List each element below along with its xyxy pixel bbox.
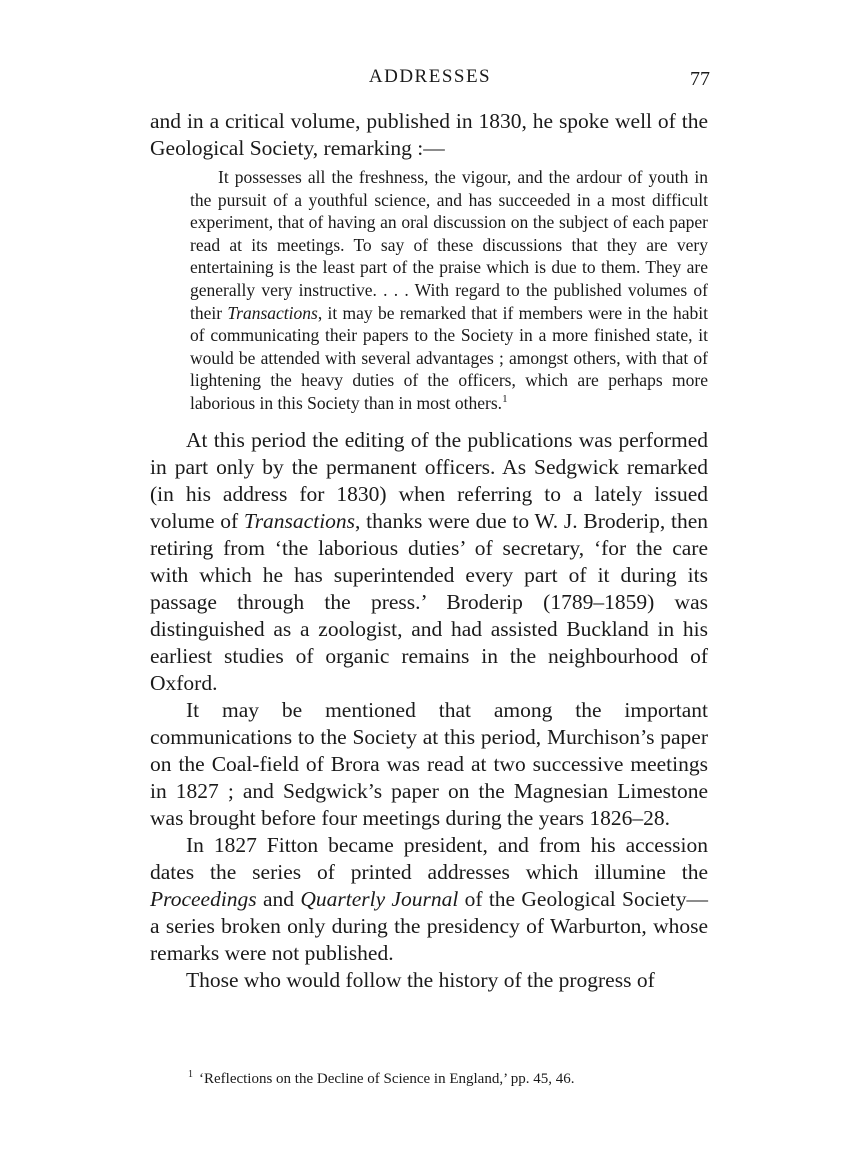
quote-paragraph <box>190 166 708 415</box>
paragraph-editing-end: , thanks were due to W. J. Broderip, then retiring from ‘the laborious duties’ of secretary, ‘for the care with which he has superintended every part of it during its passage through the press.’ Broderip (1789–1859) was distinguished as a zoologist, and had assisted Buckland in his earliest studies of organic remains in the neighbourhood of Oxford. <box>150 508 708 695</box>
paragraph-fitton-start: In 1827 Fitton became president, and from his accession dates the series of printed addresses which illumine the <box>150 832 708 884</box>
italic-quarterly-journal: Quarterly Journal <box>300 886 459 911</box>
block-quote <box>190 166 708 415</box>
paragraph-fitton <box>150 832 708 967</box>
footnote-mark: 1 <box>188 1069 193 1080</box>
paragraph-editing-start: At this period the editing of the publications was performed in part only by the permanent officers. As Sedgwick remarked (in his address for 1830) when referring to a lately issued volume of <box>150 427 708 533</box>
page-number: 77 <box>690 68 710 90</box>
paragraph-communications: It may be mentioned that among the important communications to the Society at this period, Murchison’s paper on the Coal-field of Brora was read at two successive meetings in 1827 ; and Sedgwick’s paper on the Magnesian Limestone was brought before four meetings during the years 1826–28. <box>150 697 708 830</box>
italic-proceedings: Proceedings <box>150 886 257 911</box>
paragraph-editing-italic: Transactions <box>243 508 356 533</box>
paragraph-fitton-and: and <box>256 886 301 911</box>
paragraph-fitton-end: of the Geological Society—a series broken only during the presidency of Warburton, whose remarks were not published. <box>150 886 708 965</box>
footnote-reference: 1 <box>502 393 508 406</box>
footnote-text: ‘Reflections on the Decline of Science in England,’ pp. 45, 46. <box>199 1071 575 1087</box>
quote-text-start: It possesses all the freshness, the vigour, and the ardour of youth in the pursuit of a youthful science, and has succeeded in a most difficult experiment, that of having an oral discussion on the subject of each paper read at its meetings. To say of these discussions that they are very entertaining is the least part of the praise which is due to them. They are generally very instructive. . . . With regard to the published volumes of their <box>190 167 708 323</box>
running-title: ADDRESSES <box>368 66 492 87</box>
quote-italic-title: Transactions <box>227 302 318 323</box>
footnote <box>188 1070 708 1089</box>
main-text <box>150 108 708 994</box>
paragraph-editing <box>150 427 708 697</box>
running-head <box>150 66 710 92</box>
paragraph-progress: Those who would follow the history of the progress of <box>186 967 655 992</box>
intro-paragraph: and in a critical volume, published in 1830, he spoke well of the Geological Society, remarking :— <box>150 109 708 160</box>
quote-text-end: , it may be remarked that if members were in the habit of communicating their papers to the Society in a more finished state, it would be attended with several advantages ; amongst others, with that of lightening the heavy duties of the officers, which are perhaps more laborious in this Society than in most others. <box>190 302 708 413</box>
